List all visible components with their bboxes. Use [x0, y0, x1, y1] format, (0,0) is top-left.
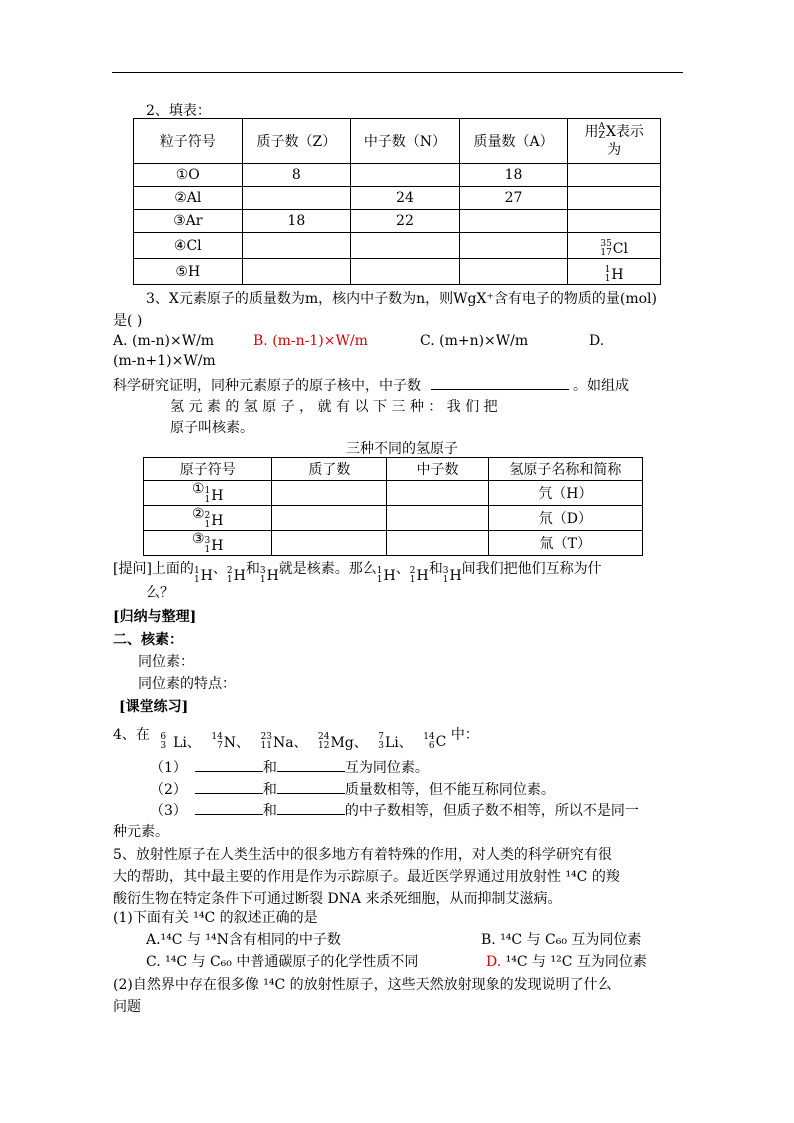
question-line2: 么？ — [146, 585, 174, 601]
answer-blank[interactable] — [277, 779, 345, 794]
q3-option-d: D. — [589, 333, 605, 349]
table-row: ①O 8 18 — [134, 164, 661, 187]
table-row: ④Cl 35 17 Cl — [134, 233, 661, 259]
th-atom-symbol: 原子符号 — [144, 458, 272, 481]
h-table-caption: 三种不同的氢原子 — [346, 441, 458, 457]
th-notation: 用 A Z X表示 为 — [568, 119, 661, 164]
q5-line3: 酸衍生物在特定条件下可通过断裂 DNA 来杀死细胞，从而抑制艾滋病。 — [113, 891, 562, 907]
answer-blank[interactable] — [195, 757, 263, 772]
table-row: ③Ar 18 22 — [134, 210, 661, 233]
th-name: 氢原子名称和简称 — [488, 458, 642, 481]
q4-sub2: （2） 和 质量数相等，但不能互称同位素。 — [150, 779, 555, 799]
answer-blank[interactable] — [277, 757, 345, 772]
q2-title: 2、填表： — [146, 103, 211, 119]
table-row: ③ 3 1 H 氚（T） — [144, 531, 643, 556]
q5-option-c: C. ¹⁴C 与 C₆₀ 中普通碳原子的化学性质不同 — [146, 954, 419, 970]
table-row: ① 1 1 H 氕（H） — [144, 481, 643, 506]
th-protons: 质子数（Z） — [242, 119, 351, 164]
table-row: ②Al 24 27 — [134, 187, 661, 210]
table-row: ⑤H 1 1 H — [134, 259, 661, 285]
section-heading: 二、核素： — [113, 632, 183, 648]
isotope-features: 同位素的特点： — [138, 676, 236, 692]
q4-sub3: （3） 和 的中子数相等，但质子数不相等，所以不是同一 — [150, 800, 639, 820]
science-line2: 氢 元 素 的 氢 原 子 ， 就 有 以 下 三 种 ： 我 们 把 — [170, 399, 498, 415]
th-symbol: 粒子符号 — [134, 119, 243, 164]
q5-sub2-line2: 问题 — [113, 999, 141, 1015]
q5-sub1: (1)下面有关 ¹⁴C 的叙述正确的是 — [113, 910, 318, 926]
answer-blank[interactable] — [431, 375, 569, 390]
th-protons: 质了数 — [272, 458, 387, 481]
science-line3: 原子叫核素。 — [170, 420, 254, 436]
th-mass: 质量数（A） — [459, 119, 568, 164]
hydrogen-table — [143, 457, 643, 556]
header-rule — [112, 72, 683, 73]
th-neutrons: 中子数 — [387, 458, 488, 481]
science-line1: 科学研究证明，同种元素原子的原子核中，中子数 。如组成 — [113, 375, 629, 395]
q3-option-b: B. (m-n-1)×W/m — [253, 333, 368, 349]
q3-line1: 3、X元素原子的质量数为m，核内中子数为n，则WgX⁺含有电子的物质的量(mol) — [146, 291, 657, 307]
practice-heading: [课堂练习] — [119, 699, 189, 715]
q4-sub3-line2: 种元素。 — [113, 824, 169, 840]
q4-sub1: （1） 和 互为同位素。 — [150, 757, 429, 777]
isotope-definition: 同位素： — [138, 654, 194, 670]
q5-line2: 大的帮助，其中最主要的作用是作为示踪原子。最近医学界通过用放射性 ¹⁴C 的羧 — [113, 869, 620, 885]
q3-option-a: A. (m-n)×W/m — [113, 333, 215, 349]
q3-option-c: C. (m+n)×W/m — [420, 333, 529, 349]
q3-line2: 是( ) — [113, 313, 143, 329]
th-neutrons: 中子数（N） — [351, 119, 460, 164]
q5-option-b: B. ¹⁴C 与 C₆₀ 互为同位素 — [481, 932, 642, 948]
answer-blank[interactable] — [277, 800, 345, 815]
answer-blank[interactable] — [195, 779, 263, 794]
q5-line1: 5、放射性原子在人类生活中的很多地方有着特殊的作用，对人类的科学研究有很 — [113, 847, 612, 863]
q5-option-d: D. ¹⁴C 与 ¹²C 互为同位素 — [486, 954, 647, 970]
summary-heading: [归纳与整理] — [113, 609, 197, 625]
q3-option-d-expr: (m-n+1)×W/m — [113, 353, 216, 369]
answer-blank[interactable] — [195, 800, 263, 815]
particle-table — [133, 118, 661, 285]
q4-line: 4、在 6 3 Li、 14 7 N、 23 11 Na、 24 12 Mg、 7 3 Li、 14 6 C 中： — [113, 727, 479, 751]
q5-sub2-line1: (2)自然界中存在很多像 ¹⁴C 的放射性原子，这些天然放射现象的发现说明了什么 — [113, 977, 612, 993]
question-line1: [提问]上面的 1 1 H 、 2 1 H 和 3 1 H 就是核素。那么 1 1 H 、 2 1 H 和 3 1 H 间我们把他们互称为什 — [113, 561, 602, 585]
table-row: ② 2 1 H 氘（D） — [144, 506, 643, 531]
q5-option-a: A.¹⁴C 与 ¹⁴N含有相同的中子数 — [146, 932, 341, 948]
